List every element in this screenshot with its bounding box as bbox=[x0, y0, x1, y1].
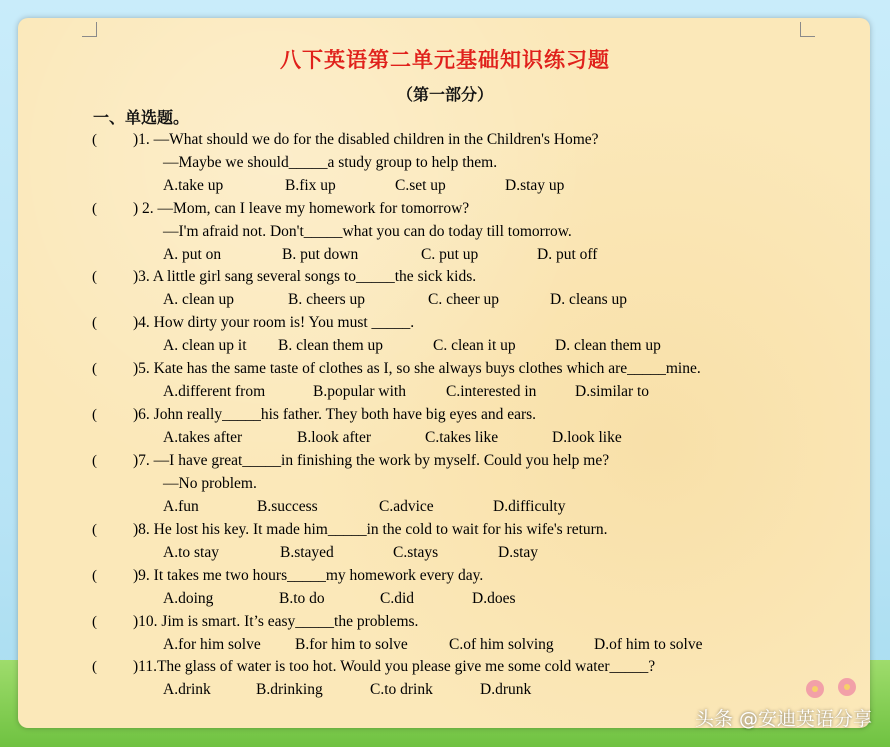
question-dialogue: —No problem. bbox=[163, 475, 257, 492]
option: D.stay bbox=[498, 544, 539, 561]
question-stem: )9. It takes me two hours_____my homework every day. bbox=[133, 567, 484, 584]
answer-bracket: ( bbox=[92, 659, 97, 675]
option: A. clean up it bbox=[163, 337, 247, 354]
option: B.fix up bbox=[285, 177, 336, 194]
answer-bracket: ( bbox=[92, 361, 97, 377]
option: A.drink bbox=[163, 681, 211, 698]
answer-bracket: ( bbox=[92, 522, 97, 538]
question-stem: )11.The glass of water is too hot. Would you please give me some cold water_____? bbox=[133, 658, 656, 675]
option: C.takes like bbox=[425, 429, 499, 446]
option: B.for him to solve bbox=[295, 636, 408, 653]
corner-mark bbox=[82, 22, 97, 37]
option: D.of him to solve bbox=[594, 636, 703, 653]
option: D.does bbox=[472, 590, 516, 607]
option: D. put off bbox=[537, 246, 598, 263]
question-stem: )7. —I have great_____in finishing the work by myself. Could you help me? bbox=[133, 452, 610, 469]
option: D. clean them up bbox=[555, 337, 661, 354]
option: C. clean it up bbox=[433, 337, 516, 354]
question-stem: )8. He lost his key. It made him_____in the cold to wait for his wife's return. bbox=[133, 521, 608, 538]
option: A.fun bbox=[163, 498, 199, 515]
option: C.interested in bbox=[446, 383, 537, 400]
watermark: 头条 @安迪英语分享 bbox=[694, 708, 872, 730]
option: C.advice bbox=[379, 498, 434, 515]
answer-bracket: ( bbox=[92, 407, 97, 423]
option: B.stayed bbox=[280, 544, 334, 561]
question-stem: )5. Kate has the same taste of clothes as I, so she always buys clothes which are_____mine. bbox=[133, 360, 701, 377]
option: C. put up bbox=[421, 246, 479, 263]
option: D.difficulty bbox=[493, 498, 566, 515]
option: A. clean up bbox=[163, 291, 235, 308]
option: C.did bbox=[380, 590, 415, 607]
option: D.stay up bbox=[505, 177, 565, 194]
answer-bracket: ( bbox=[92, 269, 97, 285]
option: D.similar to bbox=[575, 383, 650, 400]
option: A.takes after bbox=[163, 429, 243, 446]
option: C.set up bbox=[395, 177, 446, 194]
option: C.of him solving bbox=[449, 636, 554, 653]
section-heading: 一、单选题。 bbox=[93, 108, 190, 127]
option: C.stays bbox=[393, 544, 439, 561]
question-stem: )6. John really_____his father. They both have big eyes and ears. bbox=[133, 406, 537, 423]
answer-bracket: ( bbox=[92, 614, 97, 630]
option: D. cleans up bbox=[550, 291, 628, 308]
option: B. put down bbox=[282, 246, 359, 263]
page-subtitle: （第一部分） bbox=[396, 85, 493, 104]
option: A.doing bbox=[163, 590, 214, 607]
option: B.drinking bbox=[256, 681, 323, 698]
answer-bracket: ( bbox=[92, 568, 97, 584]
option: B.to do bbox=[279, 590, 325, 607]
question-stem: )1. —What should we do for the disabled children in the Children's Home? bbox=[133, 131, 599, 148]
option: A.for him solve bbox=[163, 636, 261, 653]
answer-bracket: ( bbox=[92, 453, 97, 469]
option: B.popular with bbox=[313, 383, 406, 400]
answer-bracket: ( bbox=[92, 132, 97, 148]
question-dialogue: —I'm afraid not. Don't_____what you can do today till tomorrow. bbox=[163, 223, 572, 240]
flower-decoration bbox=[806, 680, 824, 698]
option: A. put on bbox=[163, 246, 222, 263]
flower-decoration bbox=[838, 678, 856, 696]
option: B. cheers up bbox=[288, 291, 366, 308]
question-stem: )10. Jim is smart. It’s easy_____the problems. bbox=[133, 613, 419, 630]
option: A.to stay bbox=[163, 544, 219, 561]
option: D.look like bbox=[552, 429, 622, 446]
option: A.different from bbox=[163, 383, 266, 400]
option: D.drunk bbox=[480, 681, 532, 698]
question-dialogue: —Maybe we should_____a study group to help them. bbox=[163, 154, 498, 171]
option: B.success bbox=[257, 498, 318, 515]
option: B. clean them up bbox=[278, 337, 384, 354]
question-stem: ) 2. —Mom, can I leave my homework for tomorrow? bbox=[133, 200, 470, 217]
question-stem: )4. How dirty your room is! You must _____. bbox=[133, 314, 415, 331]
option: C. cheer up bbox=[428, 291, 500, 308]
answer-bracket: ( bbox=[92, 201, 97, 217]
option: B.look after bbox=[297, 429, 372, 446]
option: C.to drink bbox=[370, 681, 433, 698]
question-stem: )3. A little girl sang several songs to_____the sick kids. bbox=[133, 268, 477, 285]
page-title: 八下英语第二单元基础知识练习题 bbox=[280, 48, 610, 72]
answer-bracket: ( bbox=[92, 315, 97, 331]
corner-mark bbox=[800, 22, 815, 37]
option: A.take up bbox=[163, 177, 224, 194]
